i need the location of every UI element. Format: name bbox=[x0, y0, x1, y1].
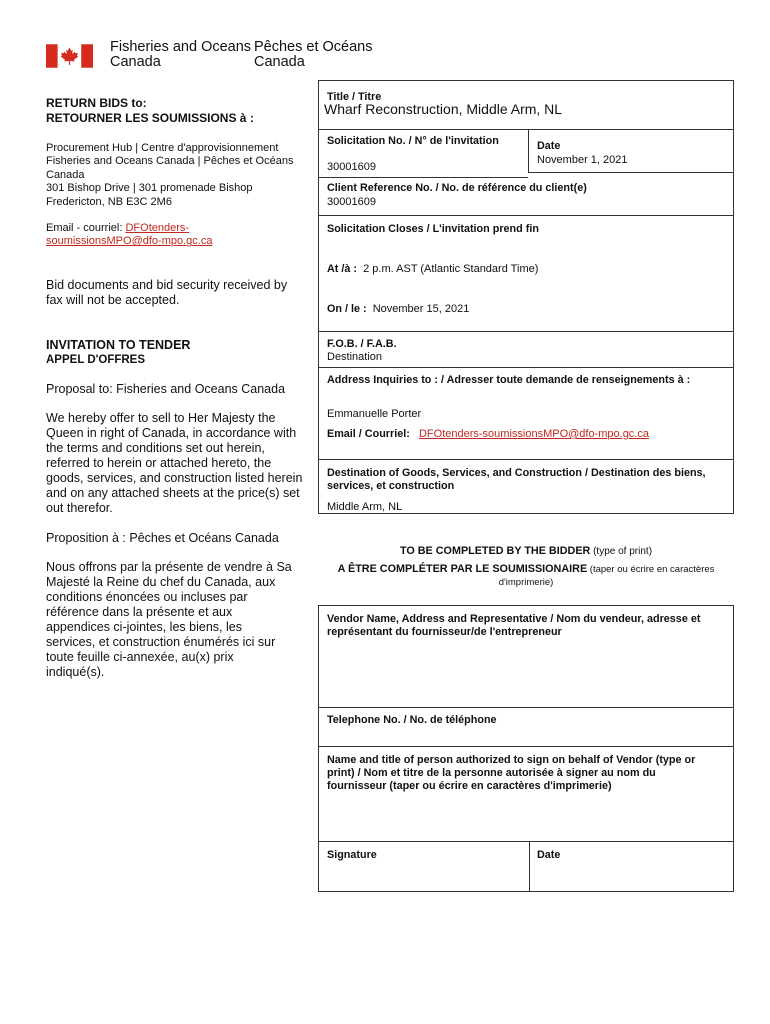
return-email-link-cont[interactable]: soumissionsMPO@dfo-mpo.gc.ca bbox=[46, 235, 213, 248]
department-name-fr: Pêches et Océans Canada bbox=[254, 39, 373, 70]
vendor-label: Vendor Name, Address and Representative / Nom du vendeur, adresse et représentant du fournisseur/de l'entrepreneur bbox=[327, 613, 701, 638]
fob-value: Destination bbox=[327, 351, 383, 363]
date-cell: Date November 1, 2021 bbox=[528, 129, 734, 173]
signature-date-label: Date bbox=[537, 849, 561, 861]
divider bbox=[319, 177, 528, 178]
title-label: Title / Titre bbox=[327, 91, 382, 103]
divider bbox=[529, 841, 530, 892]
closes-at: At /à : 2 p.m. AST (Atlantic Standard Time) bbox=[327, 263, 539, 275]
department-name-en: Fisheries and Oceans Canada bbox=[110, 39, 252, 70]
offer-text-fr: Nous offrons par la présente de vendre à Sa Majesté la Reine du chef du Canada, aux conditions énoncées ou incluses par référence dans la présente et aux appendices ci-jointes, les biens, les services, et construction énumérés ici sur toute feuille ci-annexée, au(x) prix indiqué(s). bbox=[46, 560, 292, 679]
solicitation-label: Solicitation No. / N° de l'invitation bbox=[327, 135, 499, 147]
return-email-link[interactable]: DFOtenders- bbox=[125, 222, 190, 234]
signature-field[interactable] bbox=[327, 864, 523, 888]
closes-label: Solicitation Closes / L'invitation prend fin bbox=[327, 223, 539, 235]
bidder-heading-en: TO BE COMPLETED BY THE BIDDER (type of print) bbox=[399, 545, 653, 557]
telephone-field[interactable] bbox=[327, 728, 725, 742]
return-bids-heading: RETURN BIDS to: RETOURNER LES SOUMISSIONS à : bbox=[46, 96, 254, 125]
destination-value: Middle Arm, NL bbox=[327, 501, 403, 513]
bidder-box bbox=[318, 605, 734, 892]
return-address: Procurement Hub | Centre d'approvisionnement Fisheries and Oceans Canada | Pêches et Océans Canada 301 Bishop Drive | 301 promenade Bishop Fredericton, NB E3C 2M6 bbox=[46, 142, 294, 208]
bidder-heading-fr: A ÊTRE COMPLÉTER PAR LE SOUMISSIONAIRE (taper ou écrire en caractères d'imprimerie) bbox=[337, 563, 715, 588]
vendor-field[interactable] bbox=[327, 644, 725, 706]
fax-notice: Bid documents and bid security received by fax will not be accepted. bbox=[46, 278, 288, 307]
title-value: Wharf Reconstruction, Middle Arm, NL bbox=[324, 101, 563, 117]
authorized-person-field[interactable] bbox=[327, 798, 725, 836]
client-ref-value: 30001609 bbox=[327, 196, 376, 208]
divider bbox=[319, 707, 733, 708]
proposal-en: Proposal to: Fisheries and Oceans Canada bbox=[46, 382, 286, 396]
canada-flag-icon bbox=[46, 44, 93, 68]
fob-label: F.O.B. / F.A.B. bbox=[327, 338, 397, 350]
client-ref-label: Client Reference No. / No. de référence du client(e) bbox=[327, 182, 587, 194]
divider bbox=[319, 746, 733, 747]
contact-email-link[interactable]: DFOtenders-soumissionsMPO@dfo-mpo.gc.ca bbox=[418, 428, 649, 440]
divider bbox=[319, 367, 733, 368]
signature-label: Signature bbox=[327, 849, 377, 861]
divider bbox=[319, 331, 733, 332]
authorized-person-label: Name and title of person authorized to sign on behalf of Vendor (type or print) / Nom et titre de la personne autorisée à signer au nom du fournisseur (taper ou écrire en caractères d'imprimerie) bbox=[327, 754, 696, 792]
divider bbox=[319, 459, 733, 460]
solicitation-value: 30001609 bbox=[327, 161, 376, 173]
closes-on: On / le : November 15, 2021 bbox=[327, 303, 470, 315]
contact-email: Email / Courriel: DFOtenders-soumissionsMPO@dfo-mpo.gc.ca bbox=[327, 428, 649, 440]
return-email: Email - courriel: DFOtenders- soumissionsMPO@dfo-mpo.gc.ca bbox=[46, 222, 213, 248]
divider bbox=[319, 215, 733, 216]
tender-info-box bbox=[318, 80, 734, 514]
destination-label: Destination of Goods, Services, and Construction / Destination des biens, services, et construction bbox=[327, 467, 706, 492]
contact-name: Emmanuelle Porter bbox=[327, 408, 422, 420]
divider bbox=[319, 841, 733, 842]
telephone-label: Telephone No. / No. de téléphone bbox=[327, 714, 497, 726]
invitation-heading: INVITATION TO TENDER APPEL D'OFFRES bbox=[46, 338, 191, 366]
proposal-fr: Proposition à : Pêches et Océans Canada bbox=[46, 531, 279, 545]
inquiries-label: Address Inquiries to : / Adresser toute demande de renseignements à : bbox=[327, 374, 691, 386]
offer-text-en: We hereby offer to sell to Her Majesty the Queen in right of Canada, in accordance with the terms and conditions set out herein, referred to herein or attached hereto, the goods, services, and construction listed herein and on any attached sheets at the price(s) set out therefor. bbox=[46, 411, 303, 515]
signature-date-field[interactable] bbox=[537, 864, 725, 888]
